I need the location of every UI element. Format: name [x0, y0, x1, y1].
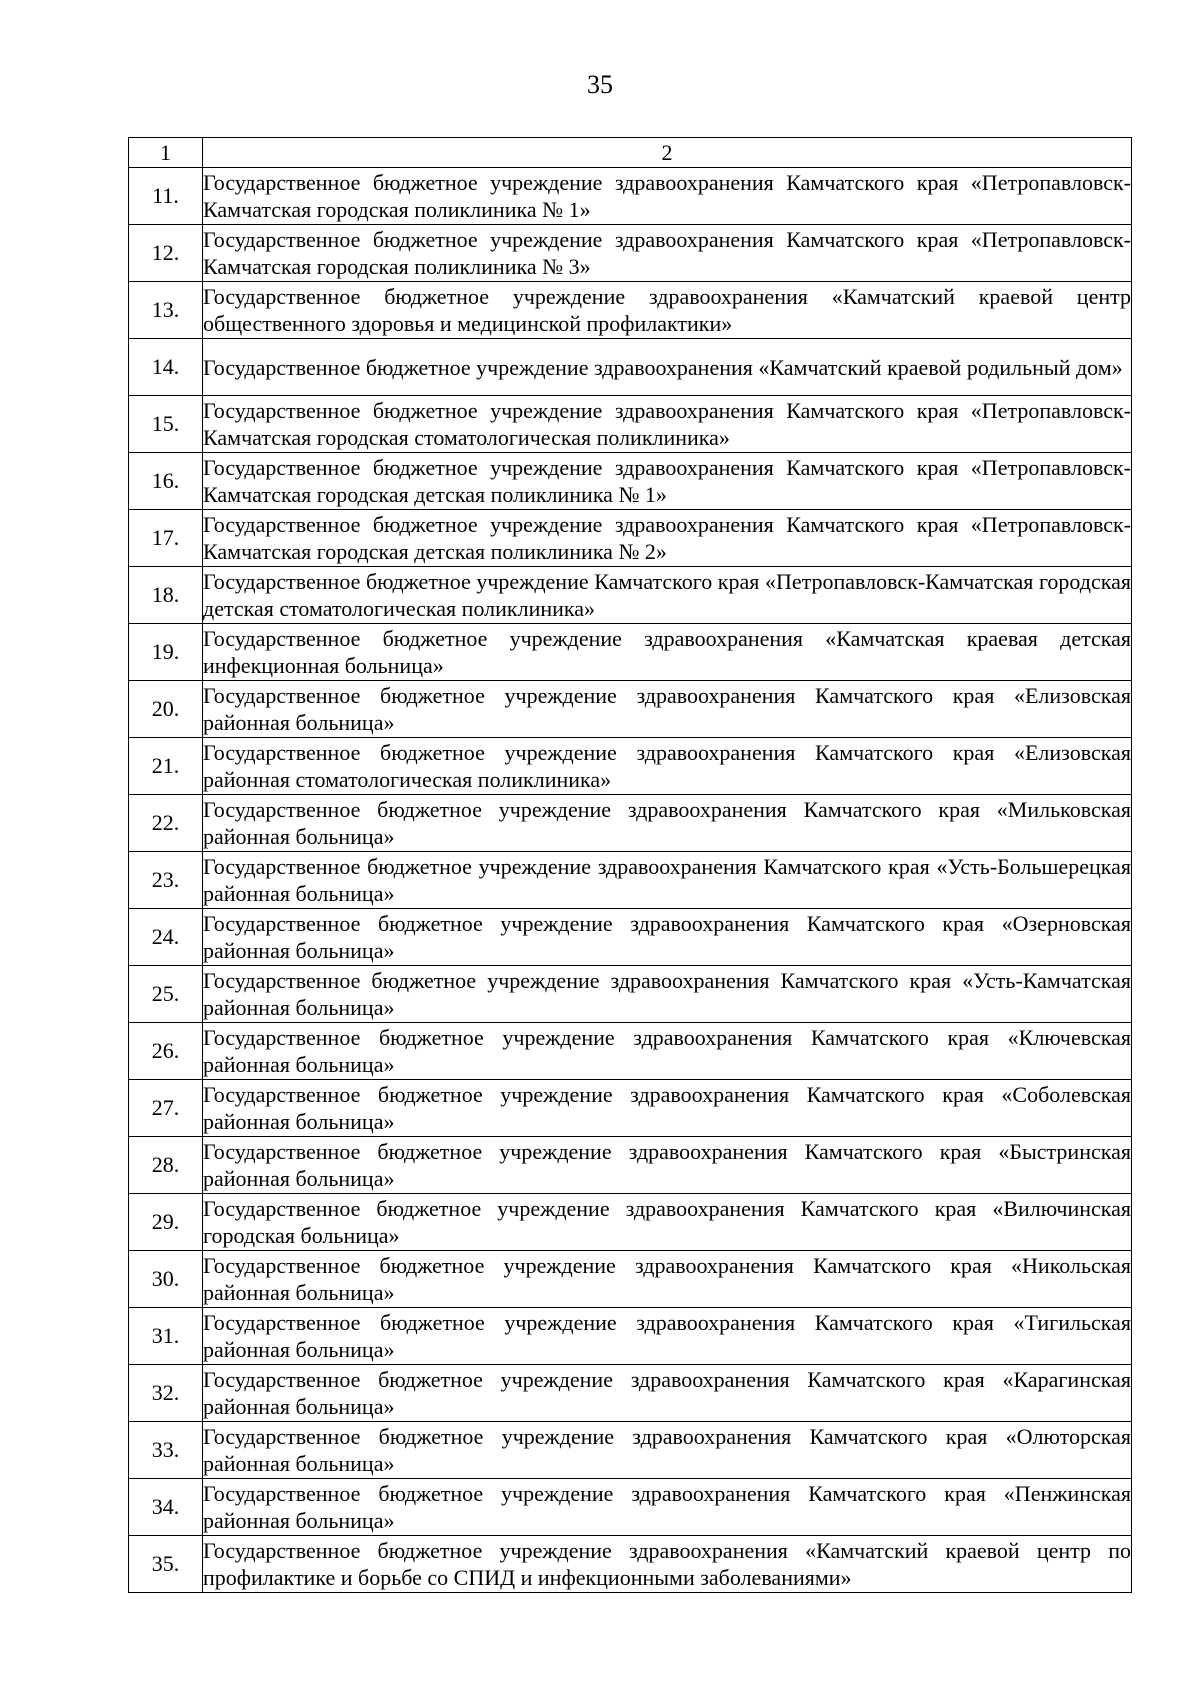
- institutions-table: [128, 137, 1132, 1593]
- institution-name: Государственное бюджетное учреждение здравоохранения Камчатского края «Петропавловск-Камчатская городская поликлиника № 1»: [203, 168, 1132, 225]
- table-row: [129, 1422, 1132, 1479]
- row-number: 16.: [129, 453, 203, 510]
- table-row: [129, 567, 1132, 624]
- table-row: [129, 453, 1132, 510]
- row-number: 28.: [129, 1137, 203, 1194]
- row-number: 30.: [129, 1251, 203, 1308]
- row-number: 27.: [129, 1080, 203, 1137]
- institution-name: Государственное бюджетное учреждение здравоохранения Камчатского края «Усть-Большерецкая районная больница»: [203, 852, 1132, 909]
- institution-name: Государственное бюджетное учреждение здравоохранения Камчатского края «Елизовская районная стоматологическая поликлиника»: [203, 738, 1132, 795]
- row-number: 34.: [129, 1479, 203, 1536]
- institution-name: Государственное бюджетное учреждение здравоохранения Камчатского края «Петропавловск-Камчатская городская стоматологическая поликлиника»: [203, 396, 1132, 453]
- page-number: 35: [587, 70, 613, 99]
- table-row: [129, 852, 1132, 909]
- institution-name: Государственное бюджетное учреждение здравоохранения Камчатского края «Быстринская районная больница»: [203, 1137, 1132, 1194]
- institution-name: Государственное бюджетное учреждение здравоохранения Камчатского края «Елизовская районная больница»: [203, 681, 1132, 738]
- institution-name: Государственное бюджетное учреждение здравоохранения Камчатского края «Соболевская районная больница»: [203, 1080, 1132, 1137]
- table-row: [129, 1194, 1132, 1251]
- row-number: 32.: [129, 1365, 203, 1422]
- institution-name: Государственное бюджетное учреждение здравоохранения Камчатского края «Карагинская районная больница»: [203, 1365, 1132, 1422]
- table-row: [129, 396, 1132, 453]
- institution-name: Государственное бюджетное учреждение здравоохранения Камчатского края «Ключевская районная больница»: [203, 1023, 1132, 1080]
- row-number: 26.: [129, 1023, 203, 1080]
- table-row: [129, 909, 1132, 966]
- table-row: [129, 681, 1132, 738]
- table-row: [129, 282, 1132, 339]
- table-row: [129, 1308, 1132, 1365]
- institution-name: Государственное бюджетное учреждение здравоохранения «Камчатский краевой центр общественного здоровья и медицинской профилактики»: [203, 282, 1132, 339]
- institution-name: Государственное бюджетное учреждение здравоохранения Камчатского края «Никольская районная больница»: [203, 1251, 1132, 1308]
- table-row: [129, 225, 1132, 282]
- institution-name: Государственное бюджетное учреждение здравоохранения Камчатского края «Петропавловск-Камчатская городская детская поликлиника № 1»: [203, 453, 1132, 510]
- table-row: [129, 1365, 1132, 1422]
- table-row: [129, 738, 1132, 795]
- institution-name: Государственное бюджетное учреждение здравоохранения «Камчатская краевая детская инфекционная больница»: [203, 624, 1132, 681]
- institution-name: Государственное бюджетное учреждение здравоохранения Камчатского края «Тигильская районная больница»: [203, 1308, 1132, 1365]
- row-number: 15.: [129, 396, 203, 453]
- institution-name: Государственное бюджетное учреждение здравоохранения Камчатского края «Озерновская районная больница»: [203, 909, 1132, 966]
- table-row: [129, 339, 1132, 396]
- row-number: 25.: [129, 966, 203, 1023]
- row-number: 24.: [129, 909, 203, 966]
- table-row: [129, 168, 1132, 225]
- institution-name: Государственное бюджетное учреждение здравоохранения Камчатского края «Мильковская районная больница»: [203, 795, 1132, 852]
- institution-name: Государственное бюджетное учреждение здравоохранения «Камчатский краевой центр по профилактике и борьбе со СПИД и инфекционными заболеваниями»: [203, 1536, 1132, 1593]
- table-row: [129, 1479, 1132, 1536]
- row-number: 17.: [129, 510, 203, 567]
- table-row: [129, 795, 1132, 852]
- header-col-2: 2: [203, 138, 1132, 168]
- table-row: [129, 1536, 1132, 1593]
- row-number: 20.: [129, 681, 203, 738]
- institution-name: Государственное бюджетное учреждение здравоохранения «Камчатский краевой родильный дом»: [203, 339, 1132, 396]
- row-number: 35.: [129, 1536, 203, 1593]
- table-row: [129, 1023, 1132, 1080]
- row-number: 11.: [129, 168, 203, 225]
- row-number: 14.: [129, 339, 203, 396]
- row-number: 21.: [129, 738, 203, 795]
- institution-name: Государственное бюджетное учреждение Камчатского края «Петропавловск-Камчатская городская детская стоматологическая поликлиника»: [203, 567, 1132, 624]
- row-number: 33.: [129, 1422, 203, 1479]
- row-number: 13.: [129, 282, 203, 339]
- table-row: [129, 1080, 1132, 1137]
- table-body: [129, 168, 1132, 1593]
- table-row: [129, 624, 1132, 681]
- institution-name: Государственное бюджетное учреждение здравоохранения Камчатского края «Петропавловск-Камчатская городская поликлиника № 3»: [203, 225, 1132, 282]
- row-number: 23.: [129, 852, 203, 909]
- institution-name: Государственное бюджетное учреждение здравоохранения Камчатского края «Усть-Камчатская районная больница»: [203, 966, 1132, 1023]
- institution-name: Государственное бюджетное учреждение здравоохранения Камчатского края «Вилючинская городская больница»: [203, 1194, 1132, 1251]
- table-row: [129, 1251, 1132, 1308]
- table-row: [129, 510, 1132, 567]
- row-number: 22.: [129, 795, 203, 852]
- row-number: 31.: [129, 1308, 203, 1365]
- institution-name: Государственное бюджетное учреждение здравоохранения Камчатского края «Олюторская районная больница»: [203, 1422, 1132, 1479]
- table-header-row: [129, 138, 1132, 168]
- row-number: 19.: [129, 624, 203, 681]
- institution-name: Государственное бюджетное учреждение здравоохранения Камчатского края «Петропавловск-Камчатская городская детская поликлиника № 2»: [203, 510, 1132, 567]
- row-number: 18.: [129, 567, 203, 624]
- table-row: [129, 1137, 1132, 1194]
- row-number: 29.: [129, 1194, 203, 1251]
- header-col-1: 1: [129, 138, 203, 168]
- row-number: 12.: [129, 225, 203, 282]
- institution-name: Государственное бюджетное учреждение здравоохранения Камчатского края «Пенжинская районная больница»: [203, 1479, 1132, 1536]
- table-row: [129, 966, 1132, 1023]
